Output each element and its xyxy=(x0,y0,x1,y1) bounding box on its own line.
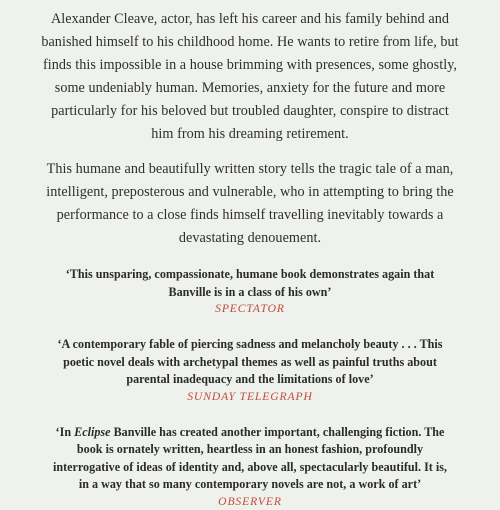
review-line: parental inadequacy and the limitations of love’ xyxy=(126,372,374,386)
review-line: poetic novel deals with archetypal themes as well as painful truths about xyxy=(63,354,437,369)
synopsis-line: Alexander Cleave, actor, has left his career and his family behind and xyxy=(50,11,450,27)
review-prefix: ‘In xyxy=(55,424,75,439)
review-source: SUNDAY TELEGRAPH xyxy=(187,389,313,403)
review-line: in a way that so many contemporary novels are not, a work of art’ xyxy=(78,477,422,491)
review-quote-observer xyxy=(18,424,482,510)
synopsis-line: intelligent, preposterous and vulnerable, who in attempting to bring the xyxy=(46,184,454,200)
review-source: OBSERVER xyxy=(218,494,282,508)
synopsis-line: banished himself to his childhood home. He wants to retire from life, but xyxy=(41,34,459,50)
review-line: book is ornately written, heartless in an honest fashion, profoundly xyxy=(76,442,424,456)
review-line: ‘This unsparing, compassionate, humane book demonstrates again that xyxy=(65,267,435,281)
synopsis-line: devastating denouement. xyxy=(178,230,322,246)
synopsis-paragraph-2 xyxy=(18,158,482,250)
review-line: ‘A contemporary fable of piercing sadness and melancholy beauty . . . This xyxy=(57,337,443,351)
review-line-first xyxy=(18,424,482,442)
review-line: interrogative of ideas of identity and, above all, spectacularly beautiful. It is, xyxy=(52,459,448,474)
review-quote-text xyxy=(18,424,482,494)
review-quote-sunday-telegraph xyxy=(18,336,482,405)
review-suffix: Banville has created another important, challenging fiction. The xyxy=(110,424,445,439)
synopsis-line: him from his dreaming retirement. xyxy=(151,126,349,142)
synopsis-line: particularly for his beloved but troubled daughter, conspire to distract xyxy=(51,103,449,119)
synopsis-line: finds this impossible in a house brimming with presences, some ghostly, xyxy=(42,57,458,73)
review-quote-text xyxy=(18,266,482,301)
synopsis-line: some undeniably human. Memories, anxiety for the future and more xyxy=(54,80,446,96)
synopsis-line: performance to a close finds himself travelling inevitably towards a xyxy=(56,207,444,223)
book-title-italic: Eclipse xyxy=(74,424,111,439)
review-line: Banville is in a class of his own’ xyxy=(168,284,332,299)
synopsis-line: This humane and beautifully written story tells the tragic tale of a man, xyxy=(46,161,454,177)
review-quote-text xyxy=(18,336,482,389)
review-source: SPECTATOR xyxy=(215,302,285,315)
review-quote-spectator xyxy=(18,266,482,317)
synopsis-paragraph-1 xyxy=(18,8,482,146)
